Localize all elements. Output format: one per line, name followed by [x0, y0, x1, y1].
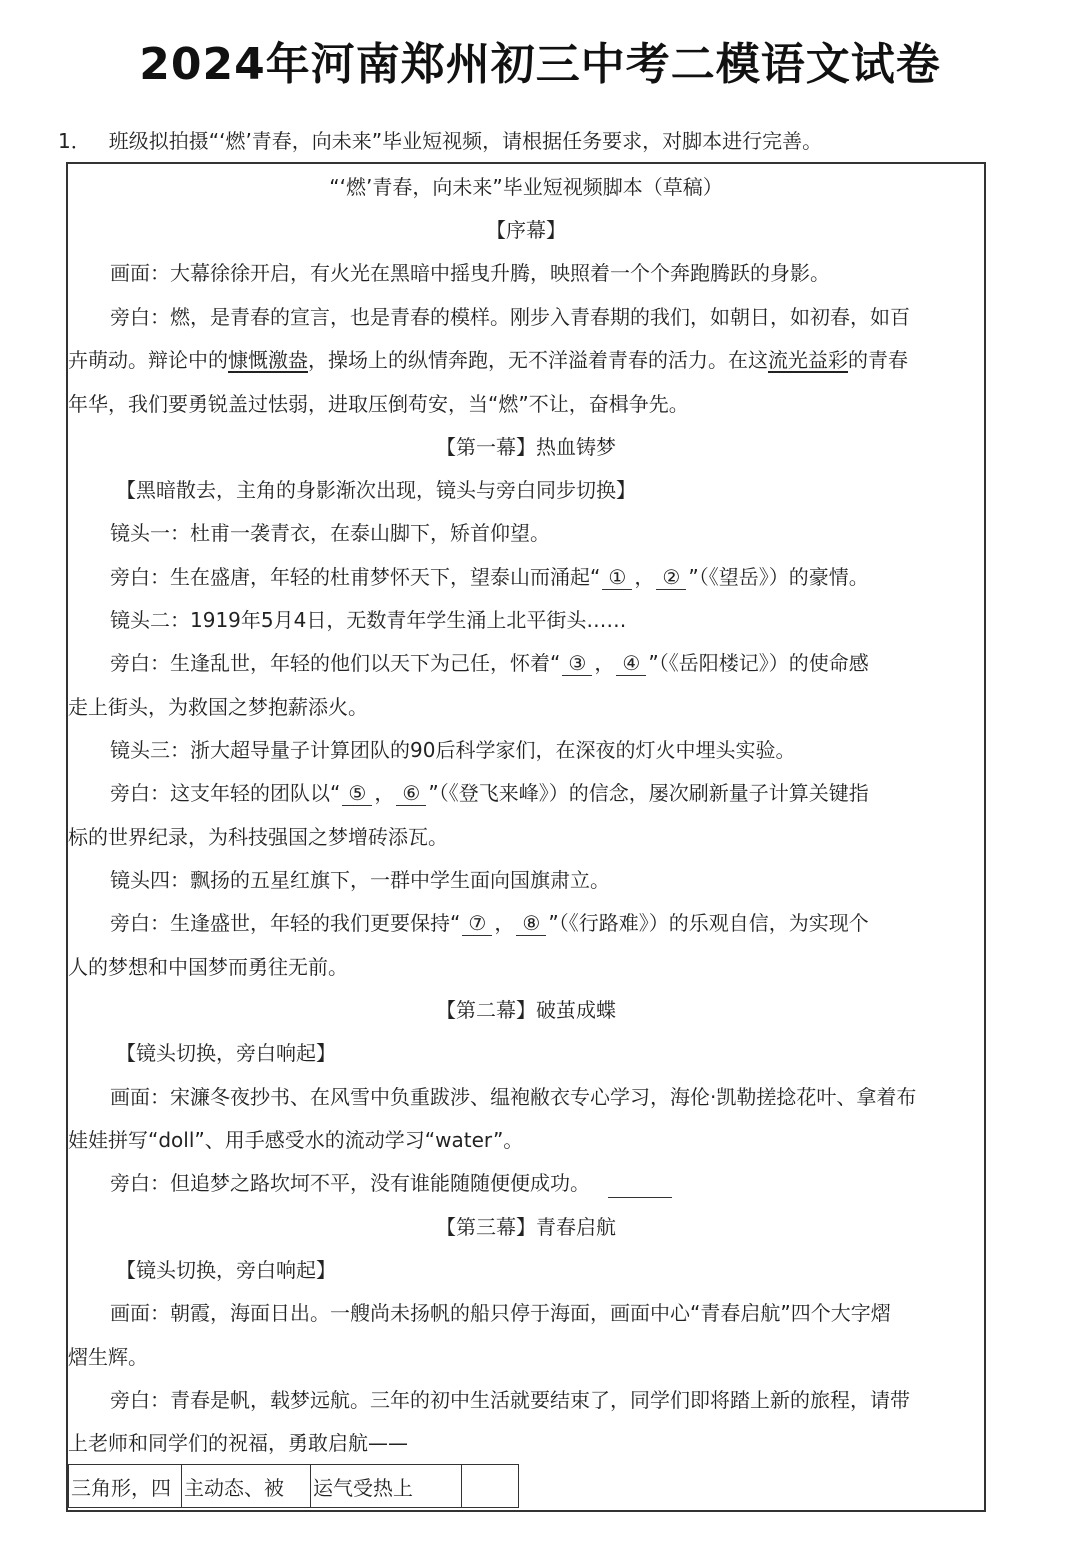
narration-text: ”（《岳阳楼记》）的使命感 — [648, 651, 869, 675]
act3-narration-line-1: 旁白：青春是帆，载梦远航。三年的初中生活就要结束了，同学们即将踏上新的旅程，请带 — [110, 1388, 910, 1412]
act1-narration-4: 旁白：生逢盛世，年轻的我们更要保持“ ⑦ ， ⑧ ”（《行路难》）的乐观自信，为实现个 — [110, 911, 869, 935]
question-1 — [58, 126, 1038, 156]
prologue-scene: 画面：大幕徐徐开启，有火光在黑暗中摇曳升腾，映照着一个个奔跑腾跃的身影。 — [110, 261, 830, 285]
fragment-table — [68, 1464, 519, 1508]
act1-narration-2: 旁白：生逢乱世，年轻的他们以天下为己任，怀着“ ③ ， ④ ”（《岳阳楼记》）的使命感 — [110, 651, 869, 675]
answer-blank-8[interactable]: ⑧ — [516, 911, 546, 936]
answer-blank-2[interactable]: ② — [656, 565, 686, 590]
act3-scene-line-1: 画面：朝霞，海面日出。一艘尚未扬帆的船只停于海面，画面中心“青春启航”四个大字熠 — [110, 1301, 891, 1325]
answer-blank-3[interactable]: ③ — [562, 651, 592, 676]
act2-label: 【第二幕】破茧成蝶 — [436, 998, 616, 1022]
prologue-narration-line-3: 年华，我们要勇锐盖过怯弱，进取压倒苟安，当“燃”不让，奋楫争先。 — [68, 392, 689, 416]
narration-text: 旁白：这支年轻的团队以“ — [110, 781, 341, 805]
underlined-word-2: 流光益彩 — [768, 348, 848, 372]
underlined-word-1: 慷慨激盎 — [228, 348, 308, 372]
act1-shot-3: 镜头三：浙大超导量子计算团队的90后科学家们，在深夜的灯火中埋头实验。 — [110, 738, 796, 762]
answer-blank-4[interactable]: ④ — [616, 651, 646, 676]
answer-blank-1[interactable]: ① — [602, 565, 632, 590]
act2-scene-line-2: 娃娃拼写“doll”、用手感受水的流动学习“water”。 — [68, 1128, 524, 1152]
narration-text: ，操场上的纵情奔跑，无不洋溢着青春的活力。在这 — [308, 348, 768, 372]
question-number: 1． — [58, 129, 91, 153]
act3-narration-line-2: 上老师和同学们的祝福，勇敢启航—— — [68, 1431, 408, 1455]
act2-direction: 【镜头切换，旁白响起】 — [116, 1041, 336, 1065]
table-cell: 主动态、被 — [182, 1465, 311, 1508]
script-heading: “‘燃’青春，向未来”毕业短视频脚本（草稿） — [329, 175, 723, 199]
prologue-label: 【序幕】 — [486, 218, 566, 242]
answer-blank-5[interactable]: ⑤ — [342, 781, 372, 806]
prologue-narration-line-2 — [68, 345, 984, 375]
act1-shot-1: 镜头一：杜甫一袭青衣，在泰山脚下，矫首仰望。 — [110, 521, 550, 545]
table-cell: 运气受热上 — [311, 1465, 462, 1508]
narration-text: 旁白：但追梦之路坎坷不平，没有谁能随随便便成功。 — [110, 1171, 590, 1195]
question-text: 班级拟拍摄“‘燃’青春，向未来”毕业短视频，请根据任务要求，对脚本进行完善。 — [108, 129, 823, 153]
narration-text: ”（《登飞来峰》）的信念，屡次刷新量子计算关键指 — [428, 781, 869, 805]
answer-blank-sentence[interactable] — [608, 1175, 672, 1198]
table-row — [69, 1465, 519, 1508]
narration-text: 旁白：生在盛唐，年轻的杜甫梦怀天下，望泰山而涌起“ — [110, 565, 601, 589]
table-cell: 三角形，四 — [69, 1465, 182, 1508]
act1-narration-3-line-2: 标的世界纪录，为科技强国之梦增砖添瓦。 — [68, 825, 448, 849]
prologue-narration-line-1: 旁白：燃，是青春的宣言，也是青春的模样。刚步入青春期的我们，如朝日，如初春，如百 — [110, 305, 910, 329]
table-cell — [462, 1465, 519, 1508]
act1-shot-4: 镜头四：飘扬的五星红旗下，一群中学生面向国旗肃立。 — [110, 868, 610, 892]
act2-narration — [68, 1168, 984, 1198]
narration-text: 旁白：生逢乱世，年轻的他们以天下为己任，怀着“ — [110, 651, 561, 675]
act1-label: 【第一幕】热血铸梦 — [436, 435, 616, 459]
narration-text: 卉萌动。辩论中的 — [68, 348, 228, 372]
act1-narration-4-line-2: 人的梦想和中国梦而勇往无前。 — [68, 955, 348, 979]
act1-direction: 【黑暗散去，主角的身影渐次出现，镜头与旁白同步切换】 — [116, 478, 636, 502]
act1-narration-2-line-2: 走上街头，为救国之梦抱薪添火。 — [68, 695, 368, 719]
act1-shot-2: 镜头二：1919年5月4日，无数青年学生涌上北平街头…… — [110, 608, 627, 632]
act3-scene-line-2: 熠生辉。 — [68, 1345, 148, 1369]
act2-scene-line-1: 画面：宋濂冬夜抄书、在风雪中负重跋涉、缊袍敝衣专心学习，海伦·凯勒搓捻花叶、拿着布 — [110, 1085, 917, 1109]
script-box — [66, 162, 986, 1512]
narration-text: ”（《望岳》）的豪情。 — [688, 565, 869, 589]
act1-narration-1: 旁白：生在盛唐，年轻的杜甫梦怀天下，望泰山而涌起“ ① ， ② ”（《望岳》）的豪情。 — [110, 565, 869, 589]
narration-text: ”（《行路难》）的乐观自信，为实现个 — [548, 911, 869, 935]
answer-blank-6[interactable]: ⑥ — [396, 781, 426, 806]
narration-text: 旁白：生逢盛世，年轻的我们更要保持“ — [110, 911, 461, 935]
answer-blank-7[interactable]: ⑦ — [462, 911, 492, 936]
page-title: 2024年河南郑州初三中考二模语文试卷 — [139, 39, 941, 90]
act3-label: 【第三幕】青春启航 — [436, 1215, 616, 1239]
act1-narration-3: 旁白：这支年轻的团队以“ ⑤ ， ⑥ ”（《登飞来峰》）的信念，屡次刷新量子计算关键指 — [110, 781, 869, 805]
narration-text: 的青春 — [848, 348, 908, 372]
act3-direction: 【镜头切换，旁白响起】 — [116, 1258, 336, 1282]
